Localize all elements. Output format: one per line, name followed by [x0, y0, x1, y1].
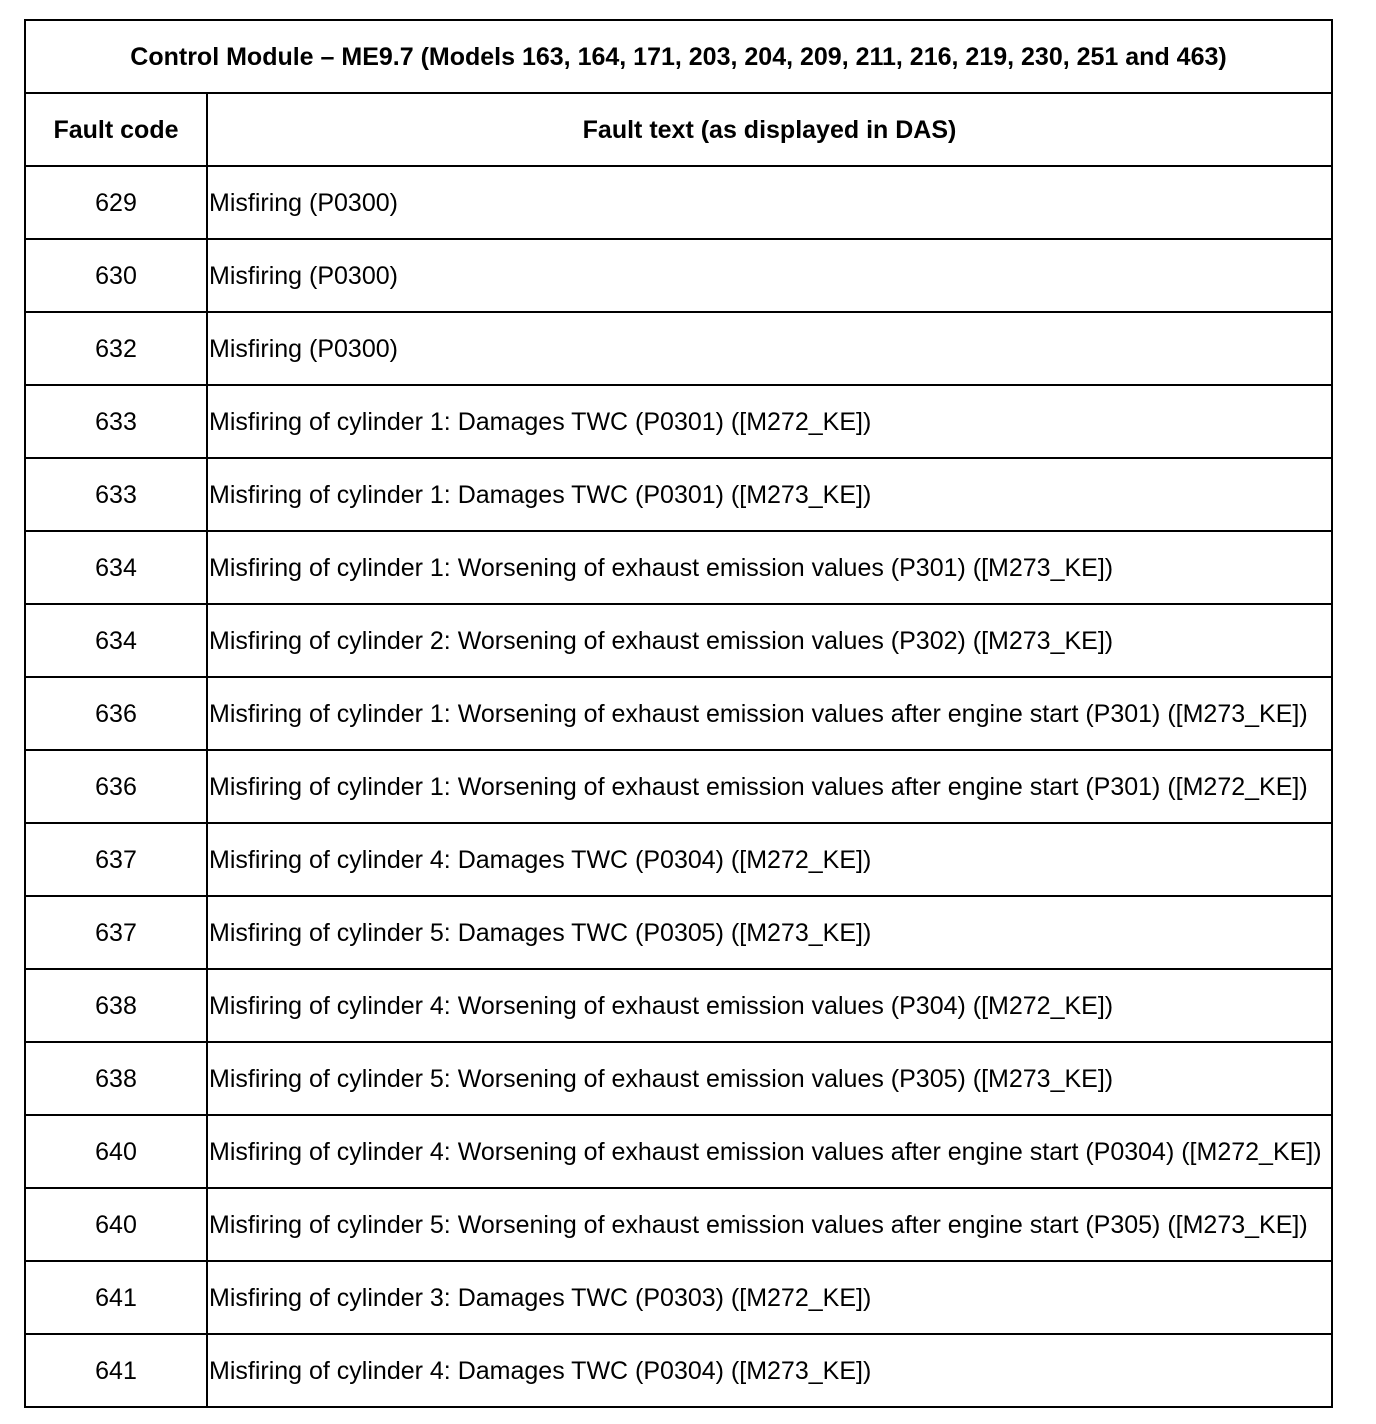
table-row: [25, 239, 1332, 312]
table-row: [25, 604, 1332, 677]
fault-text-cell: Misfiring of cylinder 1: Damages TWC (P0301) ([M272_KE]): [207, 385, 1332, 458]
fault-code-table: [24, 19, 1333, 1408]
fault-text-cell: Misfiring of cylinder 2: Worsening of exhaust emission values (P302) ([M273_KE]): [207, 604, 1332, 677]
table-row: [25, 896, 1332, 969]
table-row: [25, 385, 1332, 458]
fault-code-cell: 640: [25, 1115, 207, 1188]
table-row: [25, 677, 1332, 750]
fault-text-cell: Misfiring of cylinder 4: Worsening of exhaust emission values after engine start (P0304) ([M272_KE]): [207, 1115, 1332, 1188]
table-row: [25, 458, 1332, 531]
fault-text-cell: Misfiring of cylinder 1: Damages TWC (P0301) ([M273_KE]): [207, 458, 1332, 531]
table-row: [25, 1261, 1332, 1334]
table-row: [25, 312, 1332, 385]
fault-text-cell: Misfiring of cylinder 5: Damages TWC (P0305) ([M273_KE]): [207, 896, 1332, 969]
table-row: [25, 1042, 1332, 1115]
table-title: Control Module – ME9.7 (Models 163, 164, 171, 203, 204, 209, 211, 216, 219, 230, 251 and 463): [25, 20, 1332, 93]
header-fault-code: Fault code: [25, 93, 207, 166]
fault-code-cell: 641: [25, 1334, 207, 1407]
fault-text-cell: Misfiring of cylinder 4: Damages TWC (P0304) ([M272_KE]): [207, 823, 1332, 896]
fault-text-cell: Misfiring of cylinder 5: Worsening of exhaust emission values after engine start (P305) ([M273_KE]): [207, 1188, 1332, 1261]
fault-code-cell: 636: [25, 677, 207, 750]
fault-text-cell: Misfiring (P0300): [207, 166, 1332, 239]
fault-code-cell: 636: [25, 750, 207, 823]
fault-text-cell: Misfiring of cylinder 1: Worsening of exhaust emission values after engine start (P301) ([M273_KE]): [207, 677, 1332, 750]
fault-code-cell: 640: [25, 1188, 207, 1261]
fault-text-cell: Misfiring of cylinder 4: Damages TWC (P0304) ([M273_KE]): [207, 1334, 1332, 1407]
table-header-row: [25, 93, 1332, 166]
fault-code-cell: 633: [25, 458, 207, 531]
table-row: [25, 531, 1332, 604]
fault-code-cell: 634: [25, 531, 207, 604]
table-body: [25, 166, 1332, 1407]
table-row: [25, 969, 1332, 1042]
fault-code-cell: 633: [25, 385, 207, 458]
fault-code-cell: 630: [25, 239, 207, 312]
header-fault-text: Fault text (as displayed in DAS): [207, 93, 1332, 166]
table-row: [25, 1188, 1332, 1261]
fault-code-cell: 641: [25, 1261, 207, 1334]
fault-code-cell: 632: [25, 312, 207, 385]
fault-text-cell: Misfiring of cylinder 1: Worsening of exhaust emission values after engine start (P301) ([M272_KE]): [207, 750, 1332, 823]
fault-code-cell: 634: [25, 604, 207, 677]
fault-code-cell: 629: [25, 166, 207, 239]
table-row: [25, 750, 1332, 823]
table-row: [25, 1334, 1332, 1407]
table-title-row: [25, 20, 1332, 93]
fault-text-cell: Misfiring of cylinder 3: Damages TWC (P0303) ([M272_KE]): [207, 1261, 1332, 1334]
fault-code-cell: 637: [25, 823, 207, 896]
fault-text-cell: Misfiring of cylinder 5: Worsening of exhaust emission values (P305) ([M273_KE]): [207, 1042, 1332, 1115]
fault-text-cell: Misfiring (P0300): [207, 312, 1332, 385]
table-row: [25, 823, 1332, 896]
fault-text-cell: Misfiring of cylinder 4: Worsening of exhaust emission values (P304) ([M272_KE]): [207, 969, 1332, 1042]
table-row: [25, 1115, 1332, 1188]
fault-code-cell: 638: [25, 1042, 207, 1115]
fault-text-cell: Misfiring of cylinder 1: Worsening of exhaust emission values (P301) ([M273_KE]): [207, 531, 1332, 604]
fault-code-cell: 637: [25, 896, 207, 969]
fault-code-cell: 638: [25, 969, 207, 1042]
fault-text-cell: Misfiring (P0300): [207, 239, 1332, 312]
table-row: [25, 166, 1332, 239]
